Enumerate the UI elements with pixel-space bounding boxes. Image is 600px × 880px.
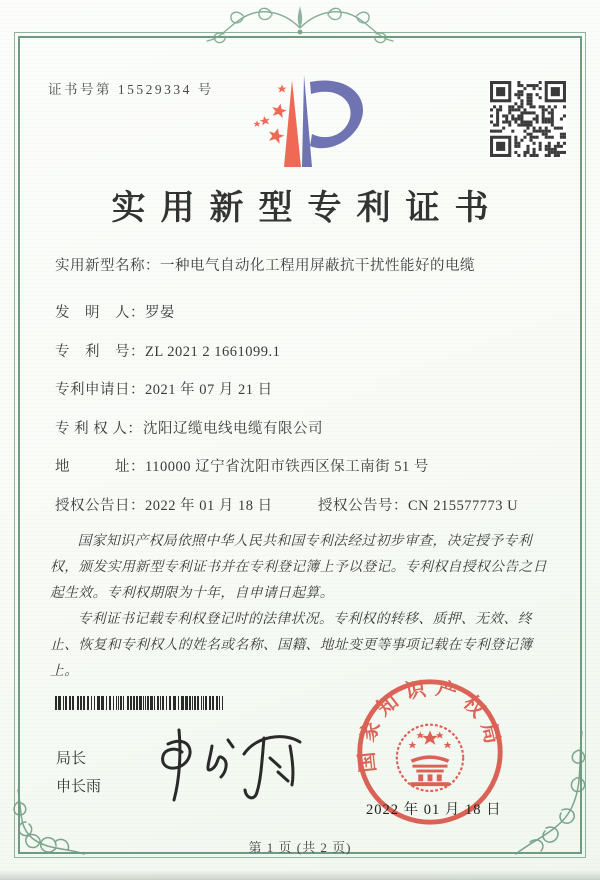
field-patent-number (55, 342, 565, 362)
commissioner-name: 申长雨 (56, 778, 102, 795)
seal-date: 2022 年 01 月 18 日 (366, 802, 502, 818)
barcode (55, 696, 225, 710)
field-label: 专 利 号： (55, 343, 145, 360)
field-value: 2022 年 01 月 18 日 (145, 497, 273, 514)
field-grant-row (55, 496, 565, 516)
field-application-date (55, 380, 565, 400)
national-emblem (397, 725, 463, 791)
field-label: 实用新型名称： (55, 258, 160, 274)
field-value: 2021 年 07 月 21 日 (145, 382, 273, 398)
field-value: 110000 辽宁省沈阳市铁西区保工南街 51 号 (145, 459, 429, 475)
field-label: 专利申请日： (55, 382, 145, 398)
certificate-title: 实用新型专利证书 (111, 190, 504, 227)
field-label: 发 明 人： (55, 305, 145, 321)
field-label: 地 址： (55, 459, 145, 475)
certificate-number: 证书号第 15529334 号 (48, 82, 214, 97)
field-label: 授权公告日： (55, 497, 145, 514)
handwritten-signature (138, 722, 323, 814)
field-address (55, 457, 565, 477)
field-grant-date (55, 496, 318, 516)
cnipa-logo (232, 72, 372, 172)
qr-code (489, 80, 567, 158)
scan-edge-shadow (0, 870, 600, 880)
field-value: 一种电气自动化工程用屏蔽抗干扰性能好的电缆 (160, 258, 475, 274)
field-utility-model-name (55, 256, 565, 276)
commissioner-title: 局长 (56, 750, 87, 767)
field-grant-number (318, 496, 518, 516)
field-label: 授权公告号： (318, 497, 408, 514)
fields-block (55, 256, 565, 534)
legal-text-block (50, 528, 558, 684)
field-value: CN 215577773 U (408, 497, 519, 514)
page-number: 第 1 页 (共 2 页) (248, 840, 352, 855)
field-value: ZL 2021 2 1661099.1 (145, 343, 281, 360)
field-label: 专 利 权 人： (55, 420, 143, 437)
legal-paragraph-2: 专利证书记载专利权登记时的法律状况。专利权的转移、质押、无效、终止、恢复和专利权人的姓名或名称、国籍、地址变更等事项记载在专利登记簿上。 (50, 610, 533, 678)
legal-paragraph-1: 国家知识产权局依照中华人民共和国专利法经过初步审查，决定授予专利权，颁发实用新型专利证书并在专利登记簿上予以登记。专利权自授权公告之日起生效。专利权期限为十年，自申请日起算。 (50, 533, 547, 600)
field-value: 罗晏 (145, 305, 175, 321)
field-inventor (55, 303, 565, 323)
field-value: 沈阳辽缆电线电缆有限公司 (143, 420, 323, 437)
seal-ring-text: 国家知识产权局 (355, 677, 505, 774)
field-patentee (55, 419, 565, 439)
